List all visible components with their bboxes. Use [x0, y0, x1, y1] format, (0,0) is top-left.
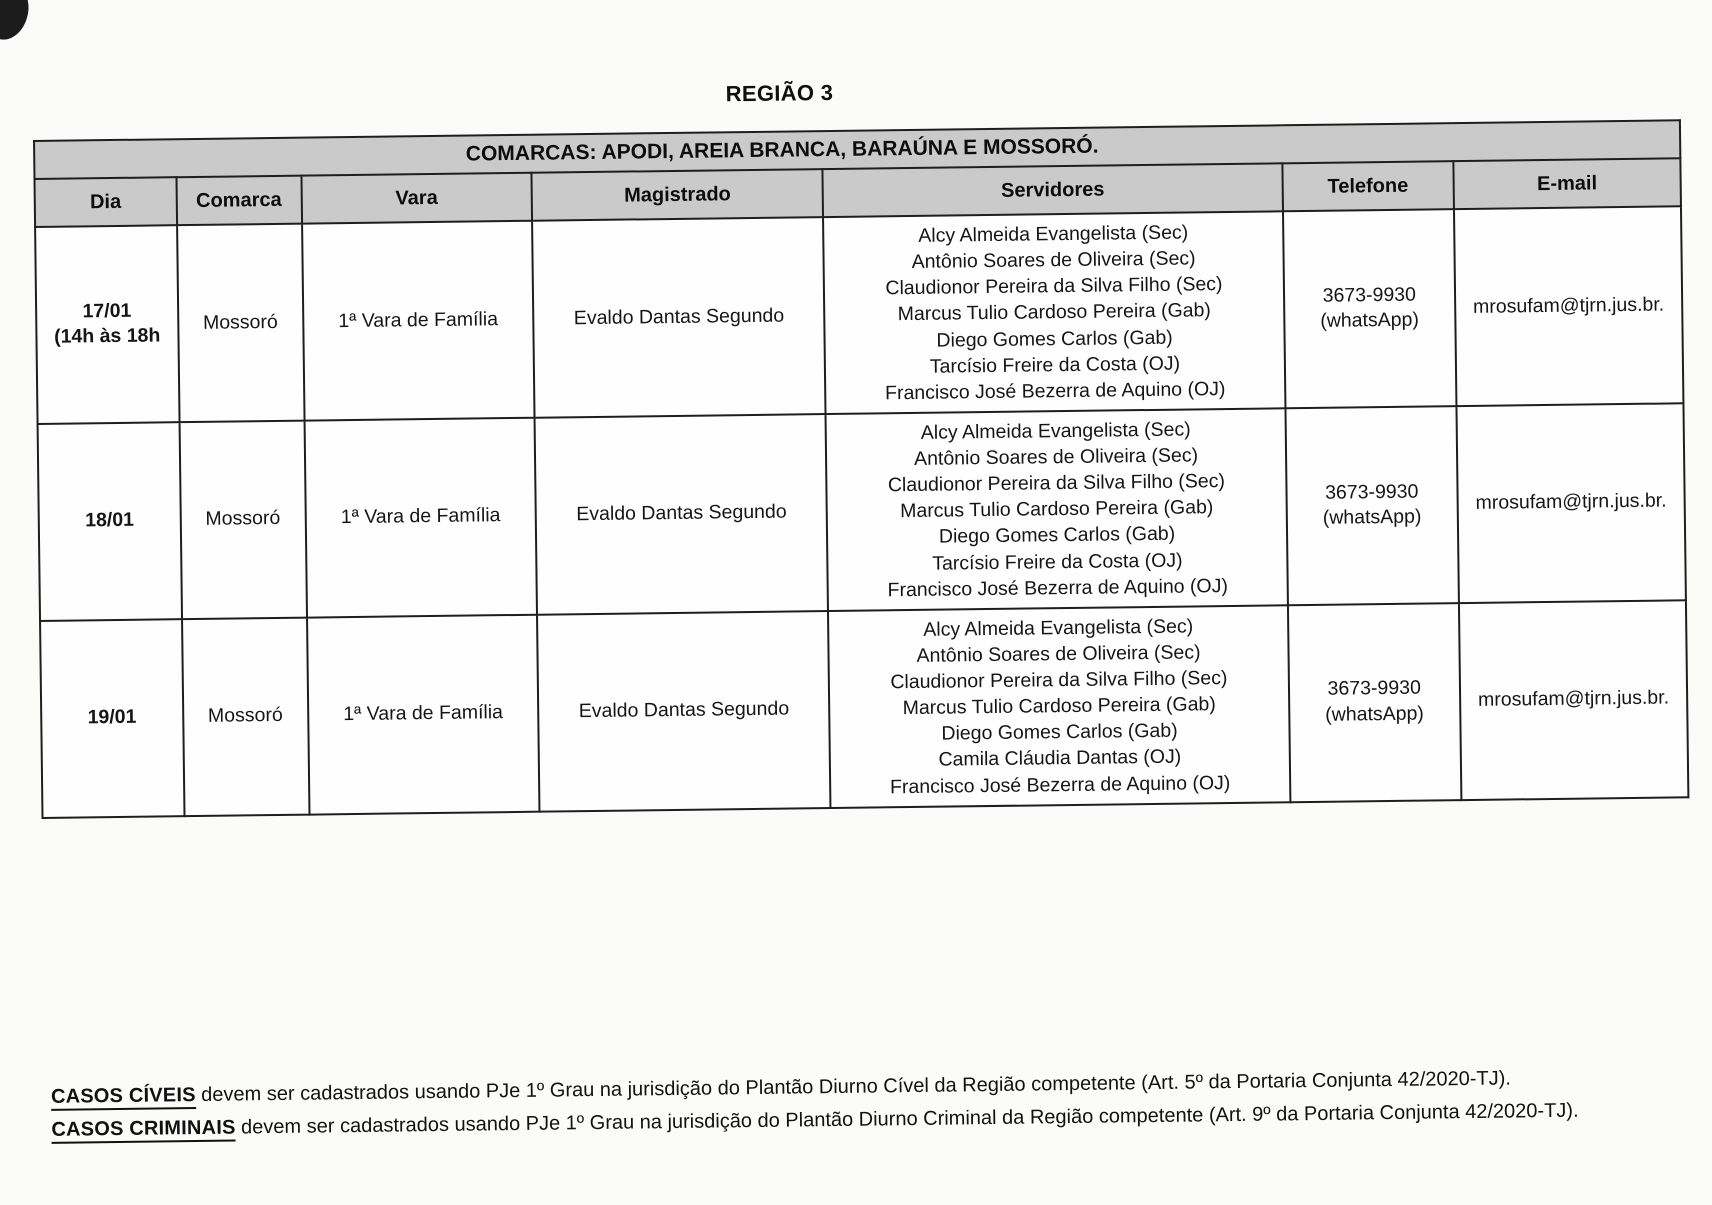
- cell-dia: 17/01 (14h às 18h: [35, 225, 179, 424]
- footnote-civil-lead: CASOS CÍVEIS: [51, 1084, 196, 1111]
- cell-email: mrosufam@tjrn.jus.br.: [1459, 600, 1689, 800]
- cell-vara: 1ª Vara de Família: [302, 221, 535, 421]
- table-caption: COMARCAS: APODI, AREIA BRANCA, BARAÚNA E MOSSORÓ.: [34, 120, 1680, 179]
- scan-corner-artifact: [0, 0, 32, 43]
- footnote-criminal-text: devem ser cadastrados usando PJe 1º Grau na jurisdição do Plantão Diurno Criminal da Região competente (Art. 9º da Portaria Conjunta 42/2020-TJ).: [235, 1099, 1579, 1139]
- cell-telefone: 3673-9930 (whatsApp): [1288, 603, 1462, 802]
- cell-comarca: Mossoró: [182, 617, 310, 815]
- page-title: REGIÃO 3: [725, 79, 834, 107]
- cell-comarca: Mossoró: [179, 420, 307, 618]
- cell-telefone: 3673-9930 (whatsApp): [1283, 209, 1457, 408]
- col-header-email: E-mail: [1453, 158, 1681, 209]
- cell-servidores: Alcy Almeida Evangelista (Sec) Antônio Soares de Oliveira (Sec) Claudionor Pereira da Silva Filho (Sec) Marcus Tulio Cardoso Pereira (Gab) Diego Gomes Carlos (Gab) Tarcísio Freire da Costa (OJ) Francisco José Bezerra de Aquino (OJ): [823, 211, 1285, 414]
- cell-servidores: Alcy Almeida Evangelista (Sec) Antônio Soares de Oliveira (Sec) Claudionor Pereira da Silva Filho (Sec) Marcus Tulio Cardoso Pereira (Gab) Diego Gomes Carlos (Gab) Camila Cláudia Dantas (OJ) Francisco José Bezerra de Aquino (OJ): [828, 605, 1290, 808]
- cell-dia: 19/01: [40, 619, 184, 818]
- cell-telefone: 3673-9930 (whatsApp): [1285, 406, 1459, 605]
- cell-vara: 1ª Vara de Família: [307, 614, 540, 814]
- col-header-vara: Vara: [301, 173, 532, 224]
- footnote-criminal-lead: CASOS CRIMINAIS: [51, 1117, 235, 1144]
- cell-magistrado: Evaldo Dantas Segundo: [537, 611, 831, 812]
- table-row: [35, 206, 1683, 424]
- document-content: [33, 79, 1689, 1141]
- cell-email: mrosufam@tjrn.jus.br.: [1456, 403, 1686, 603]
- col-header-telefone: Telefone: [1282, 161, 1454, 211]
- duty-roster-table: [33, 119, 1689, 818]
- table-row: [40, 600, 1688, 818]
- cell-email: mrosufam@tjrn.jus.br.: [1454, 206, 1684, 406]
- cell-comarca: Mossoró: [177, 224, 305, 422]
- col-header-dia: Dia: [34, 177, 176, 227]
- col-header-comarca: Comarca: [176, 176, 302, 226]
- col-header-servidores: Servidores: [823, 163, 1283, 217]
- cell-servidores: Alcy Almeida Evangelista (Sec) Antônio Soares de Oliveira (Sec) Claudionor Pereira da Silva Filho (Sec) Marcus Tulio Cardoso Pereira (Gab) Diego Gomes Carlos (Gab) Tarcísio Freire da Costa (OJ) Francisco José Bezerra de Aquino (OJ): [826, 408, 1288, 611]
- cell-dia: 18/01: [38, 422, 182, 621]
- footnote-civil-text: devem ser cadastrados usando PJe 1º Grau na jurisdição do Plantão Diurno Cível da Região competente (Art. 5º da Portaria Conjunta 42/2020-TJ).: [195, 1067, 1512, 1107]
- col-header-magistrado: Magistrado: [532, 169, 824, 221]
- cell-vara: 1ª Vara de Família: [304, 418, 537, 618]
- footnotes: [51, 1061, 1712, 1148]
- table-row: [38, 403, 1686, 621]
- cell-magistrado: Evaldo Dantas Segundo: [532, 217, 826, 418]
- cell-magistrado: Evaldo Dantas Segundo: [535, 414, 829, 615]
